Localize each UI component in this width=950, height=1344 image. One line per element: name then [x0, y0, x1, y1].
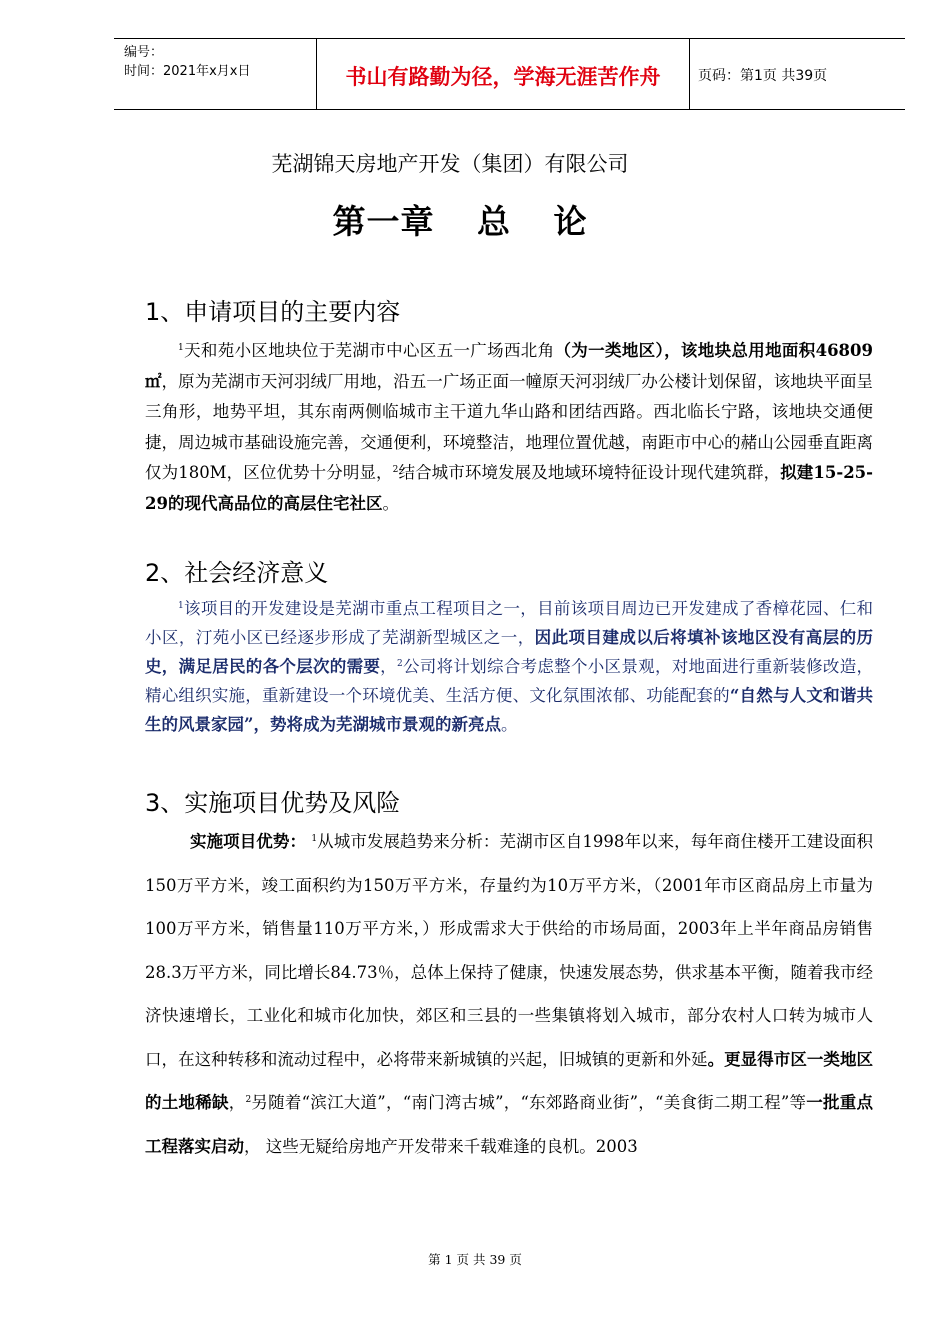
- section-paragraph-3: [145, 820, 873, 1168]
- bold-run: 一批重点工程落实启动: [145, 1093, 874, 1156]
- text-run: ， 这些无疑给房地产开发带来千载难逢的良机。2003: [244, 1136, 638, 1156]
- text-run: ，: [228, 1093, 246, 1112]
- bold-run: “自然与人文和谐共生的风景家园”，势将成为芜湖城市景观的新亮点: [145, 686, 873, 734]
- section-paragraph-2: [145, 594, 873, 739]
- page-header: [114, 38, 905, 110]
- time-label: 时间：2021年x月x日: [124, 64, 251, 79]
- text-run: 天和苑小区地块位于芜湖市中心区五一广场西北角: [183, 341, 555, 360]
- header-meta: [124, 43, 250, 81]
- section-heading-2: 2、社会经济意义: [145, 559, 329, 587]
- chapter-title: 第一章 总 论: [332, 202, 588, 241]
- section-paragraph-1: [145, 336, 873, 519]
- bold-run: 因此项目建成以后将填补该地区没有高层的历史，满足居民的各个层次的需要: [145, 628, 874, 676]
- section-heading-1: 1、申请项目的主要内容: [145, 298, 401, 326]
- text-run: 。: [382, 493, 399, 513]
- section-heading-3: 3、实施项目优势及风险: [145, 789, 401, 817]
- text-run: ，原为芜湖市天河羽绒厂用地，沿五一广场正面一幢原天河羽绒厂办公楼计划保留，该地块平面呈三角形，地势平坦，其东南两侧临城市主干道九华山路和团结西路。西北临长宁路，该地块交通便捷，周边城市基础设施完善，交通便利，环境整洁，地理位置优越，南距市中心的赭山公园垂直距离仅为180M，区位优势十分明显，: [145, 371, 874, 482]
- footnote-mark: 1: [178, 343, 184, 353]
- footnote-mark: 2: [392, 465, 399, 475]
- bold-lead: 实施项目优势：: [190, 832, 307, 851]
- bold-run: （为一类地区），该地块总用地面积46809㎡: [145, 341, 874, 391]
- header-divider: [689, 39, 690, 109]
- text-run: 结合城市环境发展及地域环境特征设计现代建筑群，: [398, 463, 781, 482]
- text-run: ，: [380, 657, 397, 676]
- footnote-mark: 2: [245, 1095, 252, 1105]
- bold-run: 拟建15-25-29的现代高品位的高层住宅社区: [145, 463, 873, 513]
- header-page-number: 页码：第1页 共39页: [698, 68, 828, 84]
- bold-run: 。更显得市区一类地区的土地稀缺: [145, 1049, 874, 1112]
- text-run: 公司将计划综合考虑整个小区景观，对地面进行重新装修改造，精心组织实施，重新建设一个环境优美、生活方便、文化氛围浓郁、功能配套的: [145, 657, 873, 705]
- footnote-mark: 2: [396, 659, 403, 669]
- text-run: 从城市发展趋势来分析：芜湖市区自1998年以来，每年商住楼开工建设面积150万平方米，竣工面积约为150万平方米，存量约为10万平方米，（2001年市区商品房上市量为100万平方米，销售量110万平方米，）形成需求大于供给的市场局面，2003年上半年商品房销售28.3万平方米，同比增长84.73％，总体上保持了健康，快速发展态势，供求基本平衡，随着我市经济快速增长，工业化和城市化加快，郊区和三县的一些集镇将划入城市，部分农村人口转为城市人口，在这种转移和流动过程中，必将带来新城镇的兴起，旧城镇的更新和外延: [145, 832, 873, 1069]
- serial-label: 编号：: [124, 45, 164, 60]
- header-motto: 书山有路勤为径，学海无涯苦作舟: [345, 65, 661, 89]
- text-run: 另随着“滨江大道”，“南门湾古城”，“东郊路商业街”，“美食街二期工程”等: [251, 1093, 807, 1112]
- footnote-mark: 1: [178, 601, 184, 611]
- footnote-mark: 1: [311, 834, 318, 844]
- company-name: 芜湖锦天房地产开发（集团）有限公司: [271, 152, 629, 176]
- page-footer: 第 1 页 共 39 页: [428, 1252, 522, 1267]
- text-run: 。: [501, 715, 518, 734]
- text-run: 该项目的开发建设是芜湖市重点工程项目之一，目前该项目周边已开发建成了香樟花园、仁和小区，汀苑小区已经逐步形成了芜湖新型城区之一，: [145, 599, 873, 647]
